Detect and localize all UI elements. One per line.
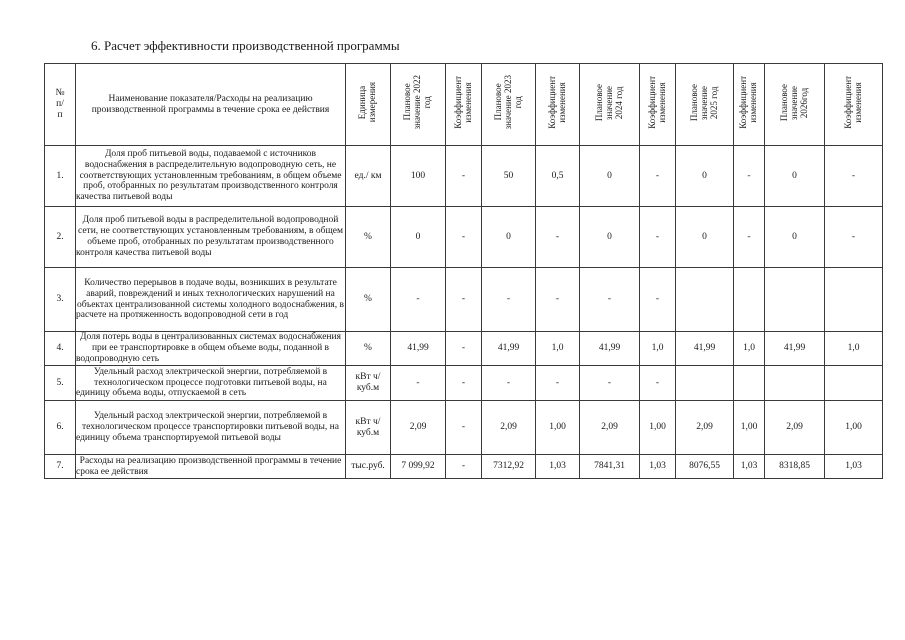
table-row [45,455,883,479]
header-plan-2023-text: Плановое значение 2023 год [492,75,523,130]
cell-plan-2024: 7841,31 [580,455,640,479]
row-unit: ед./ км [346,146,391,207]
cell-coef-2: 0,5 [536,146,580,207]
cell-coef-3: - [640,146,676,207]
header-plan-2024 [580,64,640,146]
cell-coef-2: - [536,268,580,332]
table-row [45,401,883,455]
cell-plan-2024: - [580,268,640,332]
cell-plan-2024: 2,09 [580,401,640,455]
cell-coef-5 [825,366,883,401]
cell-plan-2022: - [391,366,446,401]
row-number: 4. [45,332,76,366]
cell-coef-1: - [446,146,482,207]
table-row [45,268,883,332]
header-coef-5-text: Коэффициент изменения [842,76,863,129]
header-plan-2026-text: Плановое значение 2026год [778,83,809,122]
header-coef-4-text: Коэффициент изменения [738,76,758,129]
cell-plan-2026: 2,09 [765,401,825,455]
row-number: 2. [45,207,76,268]
cell-plan-2023: - [482,268,536,332]
cell-plan-2025: 41,99 [676,332,734,366]
row-indicator-name: Доля потерь воды в централизованных системах водоснабжения при ее транспортировке в общем объеме воды, поданной в водопроводную сеть [76,332,346,366]
cell-coef-5: 1,0 [825,332,883,366]
cell-plan-2024: 0 [580,146,640,207]
section-title: 6. Расчет эффективности производственной программы [91,38,400,53]
header-coef-2-text: Коэффициент изменения [546,76,567,129]
cell-coef-3: 1,0 [640,332,676,366]
row-number: 1. [45,146,76,207]
table-body [45,146,883,479]
cell-plan-2025: 0 [676,146,734,207]
row-number: 6. [45,401,76,455]
cell-plan-2023: - [482,366,536,401]
header-plan-2024-text: Плановое значение 2024 год [593,83,624,122]
row-number: 5. [45,366,76,401]
header-coef-4 [734,64,765,146]
efficiency-table [44,63,883,479]
header-number-text: № п/ п [55,88,65,120]
cell-plan-2023: 2,09 [482,401,536,455]
row-unit: кВт ч/куб.м [346,401,391,455]
cell-plan-2026: 41,99 [765,332,825,366]
header-plan-2025-text: Плановое значение 2025 год [688,83,719,122]
cell-coef-5: - [825,146,883,207]
cell-coef-3: 1,03 [640,455,676,479]
cell-plan-2023: 50 [482,146,536,207]
cell-plan-2022: 100 [391,146,446,207]
cell-plan-2022: 7 099,92 [391,455,446,479]
cell-plan-2023: 0 [482,207,536,268]
header-plan-2022 [391,64,446,146]
cell-coef-2: 1,00 [536,401,580,455]
row-unit: % [346,207,391,268]
row-indicator-name: Расходы на реализацию производственной программы в течение срока ее действия [76,455,346,479]
header-plan-2022-text: Плановое значение 2022 год [402,75,432,130]
cell-plan-2026 [765,366,825,401]
cell-coef-1: - [446,332,482,366]
cell-coef-3: - [640,207,676,268]
header-row [45,64,883,146]
header-coef-3 [640,64,676,146]
cell-plan-2025: 8076,55 [676,455,734,479]
table-row [45,146,883,207]
cell-coef-4 [734,268,765,332]
cell-coef-4: - [734,146,765,207]
row-number: 7. [45,455,76,479]
cell-coef-5 [825,268,883,332]
header-plan-2023 [482,64,536,146]
row-indicator-name: Удельный расход электрической энергии, потребляемой в технологическом процессе подготовки питьевой воды, на единицу объема воды, отпускаемой в сеть [76,366,346,401]
header-unit [346,64,391,146]
cell-plan-2024: 0 [580,207,640,268]
cell-plan-2026: 0 [765,146,825,207]
cell-coef-1: - [446,401,482,455]
cell-coef-4 [734,366,765,401]
row-indicator-name: Удельный расход электрической энергии, потребляемой в технологическом процессе транспортировки питьевой воды, на единицу объема транспортируемой питьевой воды [76,401,346,455]
row-unit: кВт ч/куб.м [346,366,391,401]
cell-plan-2025: 0 [676,207,734,268]
row-indicator-name: Доля проб питьевой воды в распределительной водопроводной сети, не соответствующих установленным требованиям, в общем объеме проб, отобранных по результатам производственного контроля качества питьевой воды [76,207,346,268]
header-number [45,64,76,146]
row-unit: % [346,268,391,332]
cell-coef-4: 1,00 [734,401,765,455]
cell-plan-2022: 41,99 [391,332,446,366]
table-row [45,332,883,366]
cell-coef-4: - [734,207,765,268]
table-row [45,207,883,268]
header-coef-2 [536,64,580,146]
cell-coef-4: 1,0 [734,332,765,366]
cell-coef-1: - [446,207,482,268]
cell-plan-2024: 41,99 [580,332,640,366]
table-row [45,366,883,401]
cell-coef-3: - [640,366,676,401]
cell-coef-5: 1,00 [825,401,883,455]
cell-plan-2026 [765,268,825,332]
cell-coef-2: - [536,366,580,401]
cell-plan-2023: 7312,92 [482,455,536,479]
header-plan-2026 [765,64,825,146]
row-indicator-name: Доля проб питьевой воды, подаваемой с источников водоснабжения в распределительную водопроводную сеть, не соответствующих установленным требованиям, в общем объеме проб, отобранных по результатам производственного контроля качества питьевой воды [76,146,346,207]
header-unit-text: Единица измерения [357,82,377,123]
header-coef-3-text: Коэффициент изменения [646,76,667,129]
cell-coef-2: 1,0 [536,332,580,366]
cell-coef-5: - [825,207,883,268]
cell-plan-2026: 0 [765,207,825,268]
cell-plan-2026: 8318,85 [765,455,825,479]
header-coef-1-text: Коэффициент изменения [452,76,473,129]
cell-coef-1: - [446,455,482,479]
row-indicator-name: Количество перерывов в подаче воды, возникших в результате аварий, повреждений и иных технологических нарушений на объектах централизованной системы холодного водоснабжения, в расчете на протяженность водопроводной сети в год [76,268,346,332]
cell-plan-2025 [676,268,734,332]
cell-coef-3: 1,00 [640,401,676,455]
header-coef-1 [446,64,482,146]
cell-plan-2024: - [580,366,640,401]
row-unit: тыс.руб. [346,455,391,479]
cell-plan-2025 [676,366,734,401]
cell-plan-2022: - [391,268,446,332]
header-name: Наименование показателя/Расходы на реализацию производственной программы в течение срока ее действия [76,64,346,146]
cell-coef-2: - [536,207,580,268]
cell-coef-4: 1,03 [734,455,765,479]
cell-coef-1: - [446,268,482,332]
cell-plan-2025: 2,09 [676,401,734,455]
header-plan-2025 [676,64,734,146]
row-unit: % [346,332,391,366]
cell-plan-2022: 0 [391,207,446,268]
cell-plan-2023: 41,99 [482,332,536,366]
cell-plan-2022: 2,09 [391,401,446,455]
cell-coef-5: 1,03 [825,455,883,479]
cell-coef-1: - [446,366,482,401]
cell-coef-2: 1,03 [536,455,580,479]
header-coef-5 [825,64,883,146]
row-number: 3. [45,268,76,332]
cell-coef-3: - [640,268,676,332]
